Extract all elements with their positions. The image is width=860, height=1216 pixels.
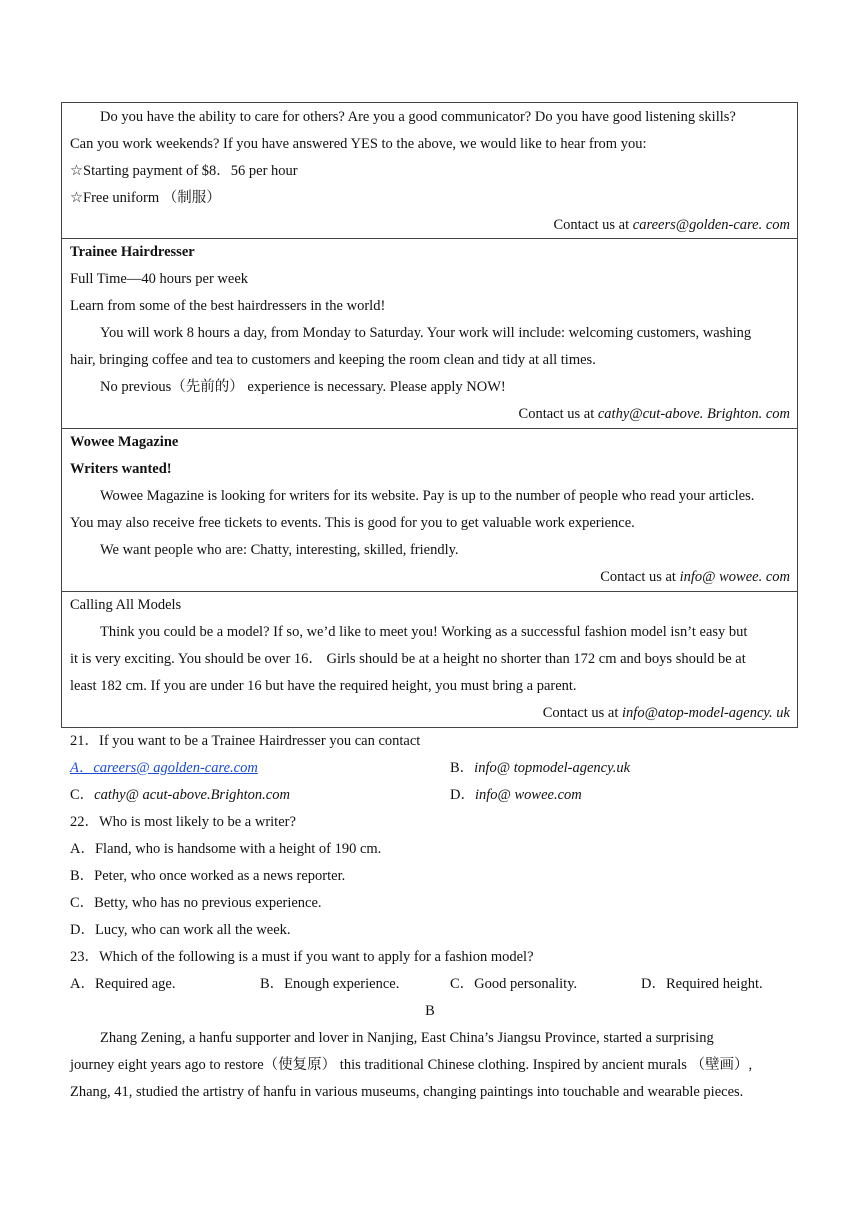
ad3-contact: [600, 564, 790, 591]
question-21-option-b: [450, 755, 630, 782]
ad4-line2: it is very exciting. You should be over 16． Girls should be at a height no shorter than 172 cm and boys should be at: [70, 651, 746, 667]
ad-care-worker: [61, 102, 798, 239]
ad2-line3: You will work 8 hours a day, from Monday to Saturday. Your work will include: welcoming customers, washing: [100, 325, 752, 341]
question-21-option-a-link[interactable]: A．careers@ agolden-care.com: [70, 760, 258, 776]
question-23-stem: 23．Which of the following is a must if you want to apply for a fashion model?: [70, 949, 534, 965]
ad3-line2: You may also receive free tickets to events. This is good for you to get valuable work experience.: [70, 515, 635, 531]
ad2-line5: No previous（先前的） experience is necessary. Please apply NOW!: [100, 379, 506, 395]
ad4-line3: least 182 cm. If you are under 16 but have the required height, you must bring a parent.: [70, 678, 577, 694]
ad4-line1: Think you could be a model? If so, we’d like to meet you! Working as a successful fashion model isn’t easy but: [100, 624, 748, 640]
ad2-line2: Learn from some of the best hairdressers in the world!: [70, 298, 386, 314]
contact-email: info@atop-model-agency. uk: [622, 705, 790, 721]
ad1-line1: Do you have the ability to care for others? Are you a good communicator? Do you have good listening skills?: [100, 109, 736, 125]
section-b-line2: journey eight years ago to restore（使复原） this traditional Chinese clothing. Inspired by ancient murals （壁画）,: [70, 1057, 753, 1073]
question-23-option-d: D．Required height.: [641, 976, 763, 992]
section-b-line1: Zhang Zening, a hanfu supporter and lover in Nanjing, East China’s Jiangsu Province, started a surprising: [100, 1030, 714, 1046]
contact-email: careers@golden-care. com: [632, 217, 790, 233]
option-text: cathy@ acut-above.Brighton.com: [94, 787, 290, 803]
ad4-contact: [543, 700, 790, 727]
section-b-heading: B: [425, 1003, 435, 1019]
option-label: C．: [70, 787, 95, 803]
ad1-line3: ☆Starting payment of $8．56 per hour: [70, 163, 298, 179]
question-23-option-a: A．Required age.: [70, 976, 176, 992]
ad-calling-all-models: [61, 592, 798, 728]
question-22-option-b: B．Peter, who once worked as a news reporter.: [70, 868, 346, 884]
ad2-contact: [519, 401, 790, 428]
ad2-title: Trainee Hairdresser: [70, 244, 195, 260]
question-22-option-a: A．Fland, who is handsome with a height of 190 cm.: [70, 841, 382, 857]
contact-prefix: Contact us at: [542, 705, 623, 721]
ad4-title: Calling All Models: [70, 597, 182, 613]
ad1-contact: [553, 212, 790, 239]
question-23-option-c: C．Good personality.: [450, 976, 578, 992]
contact-email: cathy@cut-above. Brighton. com: [597, 406, 790, 422]
ad3-line3: We want people who are: Chatty, interesting, skilled, friendly.: [100, 542, 459, 558]
section-b-line3: Zhang, 41, studied the artistry of hanfu in various museums, changing paintings into touchable and wearable pieces.: [70, 1084, 744, 1100]
question-22-stem: 22．Who is most likely to be a writer?: [70, 814, 296, 830]
question-23-option-b: B．Enough experience.: [260, 976, 400, 992]
option-text: info@ topmodel-agency.uk: [474, 760, 631, 776]
contact-prefix: Contact us at: [553, 217, 633, 233]
ad-trainee-hairdresser: [61, 239, 798, 429]
contact-email: info@ wowee. com: [679, 569, 790, 585]
contact-prefix: Contact us at: [518, 406, 598, 422]
question-22-option-c: C．Betty, who has no previous experience.: [70, 895, 322, 911]
ad3-line1: Wowee Magazine is looking for writers for its website. Pay is up to the number of people who read your articles.: [100, 488, 755, 504]
option-label: D．: [450, 787, 475, 803]
ad-wowee-magazine: [61, 429, 798, 592]
option-label: B．: [450, 760, 475, 776]
question-22-option-d: D．Lucy, who can work all the week.: [70, 922, 291, 938]
contact-prefix: Contact us at: [600, 569, 680, 585]
ad1-line2: Can you work weekends? If you have answered YES to the above, we would like to hear from you:: [70, 136, 647, 152]
ad3-subtitle: Writers wanted!: [70, 461, 172, 477]
ad1-line4: ☆Free uniform （制服）: [70, 190, 221, 206]
option-text: info@ wowee.com: [474, 787, 582, 803]
question-21-option-d: [450, 782, 582, 809]
question-21-option-c: [70, 782, 290, 809]
ad2-line4: hair, bringing coffee and tea to customers and keeping the room clean and tidy at all times.: [70, 352, 596, 368]
ad2-line1: Full Time—40 hours per week: [70, 271, 249, 287]
question-21-stem: 21．If you want to be a Trainee Hairdresser you can contact: [70, 733, 421, 749]
ad3-title: Wowee Magazine: [70, 434, 179, 450]
